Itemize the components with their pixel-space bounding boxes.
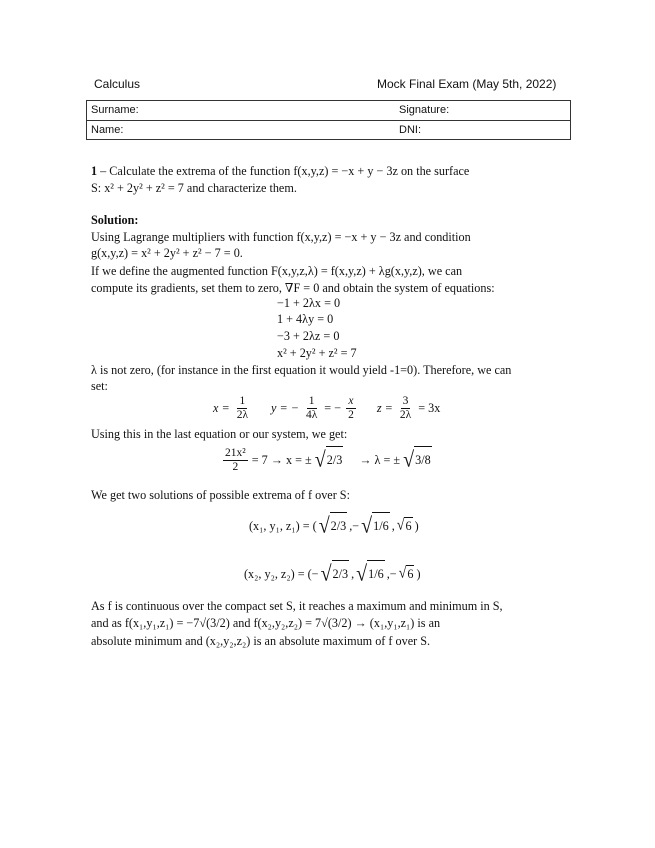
- solution-line-3: If we define the augmented function F(x,y,z,λ) = f(x,y,z) + λg(x,y,z), we can: [91, 264, 463, 278]
- system-eq-1: −1 + 2λx = 0: [277, 296, 341, 310]
- solution-line-4: compute its gradients, set them to zero, ∇F = 0 and obtain the system of equations:: [91, 281, 495, 295]
- e2-frac-den: 2: [232, 460, 239, 473]
- sol1-sqrt-b: √ 1/6: [361, 513, 389, 539]
- solution-heading: Solution:: [91, 213, 139, 227]
- sol1-sqrt-a: √ 2/3: [318, 513, 347, 539]
- sol2-a-value: 2/3: [332, 560, 350, 588]
- solution-line-9: As f is continuous over the compact set S, it reaches a maximum and minimum in S,: [91, 599, 503, 613]
- box-divider: [87, 120, 570, 121]
- dni-label: DNI:: [399, 124, 421, 136]
- solution-point-2: (x₂, y₂, z₂) = (− √ 2/3 , √ 1/6 ,− √ 6 ): [244, 561, 421, 587]
- solution-line-5: λ is not zero, (for instance in the first equation it would yield -1=0). Therefore, we can: [91, 363, 512, 377]
- sol2-sqrt-a: √ 2/3: [320, 561, 349, 587]
- sqrt-2-3: √ 2/3: [314, 447, 343, 473]
- system-eq-3: −3 + 2λz = 0: [277, 329, 340, 343]
- y-eq-lhs: y = −: [271, 401, 299, 415]
- system-eq-2: 1 + 4λy = 0: [277, 312, 334, 326]
- y-frac2-num: x: [348, 395, 354, 407]
- sol1-b-value: 1/6: [372, 512, 390, 540]
- z-fraction: [398, 395, 413, 422]
- sol1-sqrt-c: √ 6: [396, 517, 412, 534]
- sol2-c-value: 6: [407, 567, 414, 581]
- y-frac2-den: 2: [348, 409, 354, 421]
- signature-label: Signature:: [399, 104, 450, 116]
- exam-title: Mock Final Exam (May 5th, 2022): [377, 77, 557, 91]
- z-eq-lhs: z =: [376, 401, 393, 415]
- sqrt-3-8-value: 3/8: [414, 446, 432, 474]
- sqrt-2-3-value: 2/3: [326, 446, 344, 474]
- z-eq-rhs: = 3x: [418, 401, 441, 415]
- z-frac-den: 2λ: [399, 409, 412, 421]
- lambda-relations: [213, 395, 440, 422]
- x-solution-equation: [222, 446, 432, 474]
- z-frac-num: 3: [402, 395, 409, 407]
- sol2-b-value: 1/6: [367, 560, 385, 588]
- solution-line-2: g(x,y,z) = x² + 2y² + z² − 7 = 0.: [91, 246, 243, 260]
- y-fraction: [304, 395, 319, 422]
- sqrt-3-8: √ 3/8: [403, 447, 431, 473]
- sol2-sqrt-c: √ 6: [398, 565, 414, 582]
- sol1-lhs: (x₁, y₁, z₁) = (: [249, 518, 317, 533]
- system-eq-4: x² + 2y² + z² = 7: [277, 346, 357, 360]
- course-title: Calculus: [94, 77, 141, 91]
- sol2-sqrt-b: √ 1/6: [356, 561, 384, 587]
- y-fraction-2: [346, 395, 356, 422]
- x-eq-lhs: x =: [213, 401, 230, 415]
- y-frac-num: 1: [308, 395, 315, 407]
- sol2-lhs: (x₂, y₂, z₂) = (−: [244, 566, 319, 581]
- y-frac-den: 4λ: [305, 409, 318, 421]
- e2-mid: = 7 → x = ±: [251, 452, 312, 467]
- sol1-c-value: 6: [405, 519, 412, 533]
- e2-frac-num: 21x²: [225, 446, 246, 459]
- problem-number: 1: [91, 164, 98, 178]
- solution-line-6: set:: [91, 379, 108, 393]
- student-info-box: [86, 100, 571, 140]
- x-frac-num: 1: [239, 395, 246, 407]
- solution-line-10: and as f(x₁,y₁,z₁) = −7√(3/2) and f(x₂,y₂,z₂) = 7√(3/2) → (x₁,y₁,z₁) is an: [91, 616, 441, 630]
- problem-statement-line-2: S: x² + 2y² + z² = 7 and characterize them.: [91, 181, 297, 195]
- y-eq-mid: = −: [324, 401, 342, 415]
- solution-point-1: (x₁, y₁, z₁) = ( √ 2/3 ,− √ 1/6 , √ 6 ): [249, 513, 419, 539]
- e2-fraction: [223, 447, 248, 474]
- x-frac-den: 2λ: [236, 409, 249, 421]
- surname-label: Surname:: [91, 104, 139, 116]
- solution-line-8: We get two solutions of possible extrema of f over S:: [91, 488, 350, 502]
- solution-line-7: Using this in the last equation or our system, we get:: [91, 427, 348, 441]
- e2-arrow: → λ = ±: [359, 452, 401, 467]
- problem-statement-line-1: [91, 163, 469, 180]
- name-label: Name:: [91, 124, 124, 136]
- solution-line-11: absolute minimum and (x₂,y₂,z₂) is an absolute maximum of f over S.: [91, 634, 431, 648]
- x-fraction: [235, 395, 250, 422]
- solution-line-1: Using Lagrange multipliers with function f(x,y,z) = −x + y − 3z and condition: [91, 230, 471, 244]
- problem-text-1: – Calculate the extrema of the function f(x,y,z) = −x + y − 3z on the surface: [100, 164, 470, 178]
- sol1-a-value: 2/3: [330, 512, 348, 540]
